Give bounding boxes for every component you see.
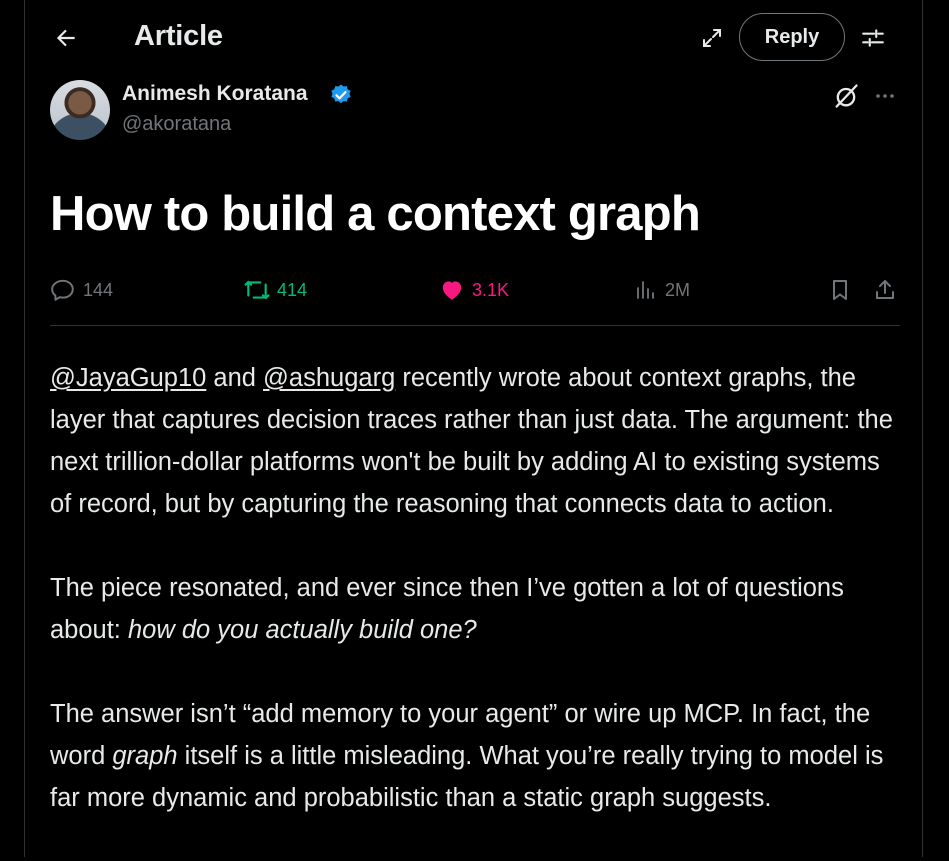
paragraph [50, 357, 900, 525]
views-icon [634, 278, 658, 302]
italic-text: how do you actually build one? [127, 616, 477, 644]
text: recently wrote about context graphs, the layer that captures decision traces rather than just data. The argument: the next trillion-dollar platforms won't be built by adding AI to existing systems of record, but by capturing the reasoning that connects data to action. [50, 364, 893, 518]
heart-icon [439, 277, 465, 303]
share-icon [873, 278, 897, 302]
article-body [50, 357, 900, 861]
repost-icon [244, 277, 270, 303]
settings-sliders-icon [860, 25, 886, 51]
paragraph [50, 567, 900, 651]
bookmark-icon [828, 278, 852, 302]
reposts-count: 414 [277, 279, 308, 300]
back-arrow-icon [53, 25, 79, 51]
author-name[interactable]: Animesh Koratana [122, 82, 308, 105]
page-title: Article [134, 20, 223, 52]
avatar[interactable] [50, 80, 110, 140]
back-button[interactable] [50, 22, 82, 54]
replies-count: 144 [83, 279, 114, 300]
mention-link[interactable]: @ashugarg [263, 364, 396, 392]
replies-button[interactable] [50, 276, 113, 304]
paragraph [50, 693, 900, 819]
views-button[interactable] [634, 276, 690, 304]
settings-button[interactable] [857, 22, 889, 54]
grok-icon [832, 82, 860, 110]
reposts-button[interactable] [244, 276, 307, 304]
divider [50, 325, 900, 326]
bookmark-button[interactable] [826, 276, 854, 304]
article-title: How to build a context graph [50, 187, 700, 241]
text: itself is a little misleading. What you’re really trying to model is far more dynamic and probabilistic than a static graph suggests. [50, 742, 884, 812]
author-handle[interactable]: @akoratana [122, 113, 232, 135]
grok-button[interactable] [831, 81, 861, 111]
reply-icon [50, 277, 76, 303]
header [0, 0, 949, 76]
text: and [206, 364, 264, 392]
likes-count: 3.1K [472, 279, 510, 300]
italic-text: graph [112, 742, 178, 770]
expand-icon [700, 26, 724, 50]
share-button[interactable] [871, 276, 899, 304]
verified-badge-icon [329, 83, 353, 107]
likes-button[interactable] [439, 276, 509, 304]
expand-button[interactable] [696, 22, 728, 54]
text: The answer isn’t “add memory to your agent” or wire up MCP. In fact, the word [50, 700, 871, 770]
more-icon [873, 84, 897, 108]
views-count: 2M [665, 279, 691, 300]
text: The piece resonated, and ever since then I’ve gotten a lot of questions about: [50, 574, 844, 644]
reply-button[interactable]: Reply [739, 13, 845, 61]
more-button[interactable] [870, 81, 900, 111]
mention-link[interactable]: @JayaGup10 [50, 364, 207, 392]
